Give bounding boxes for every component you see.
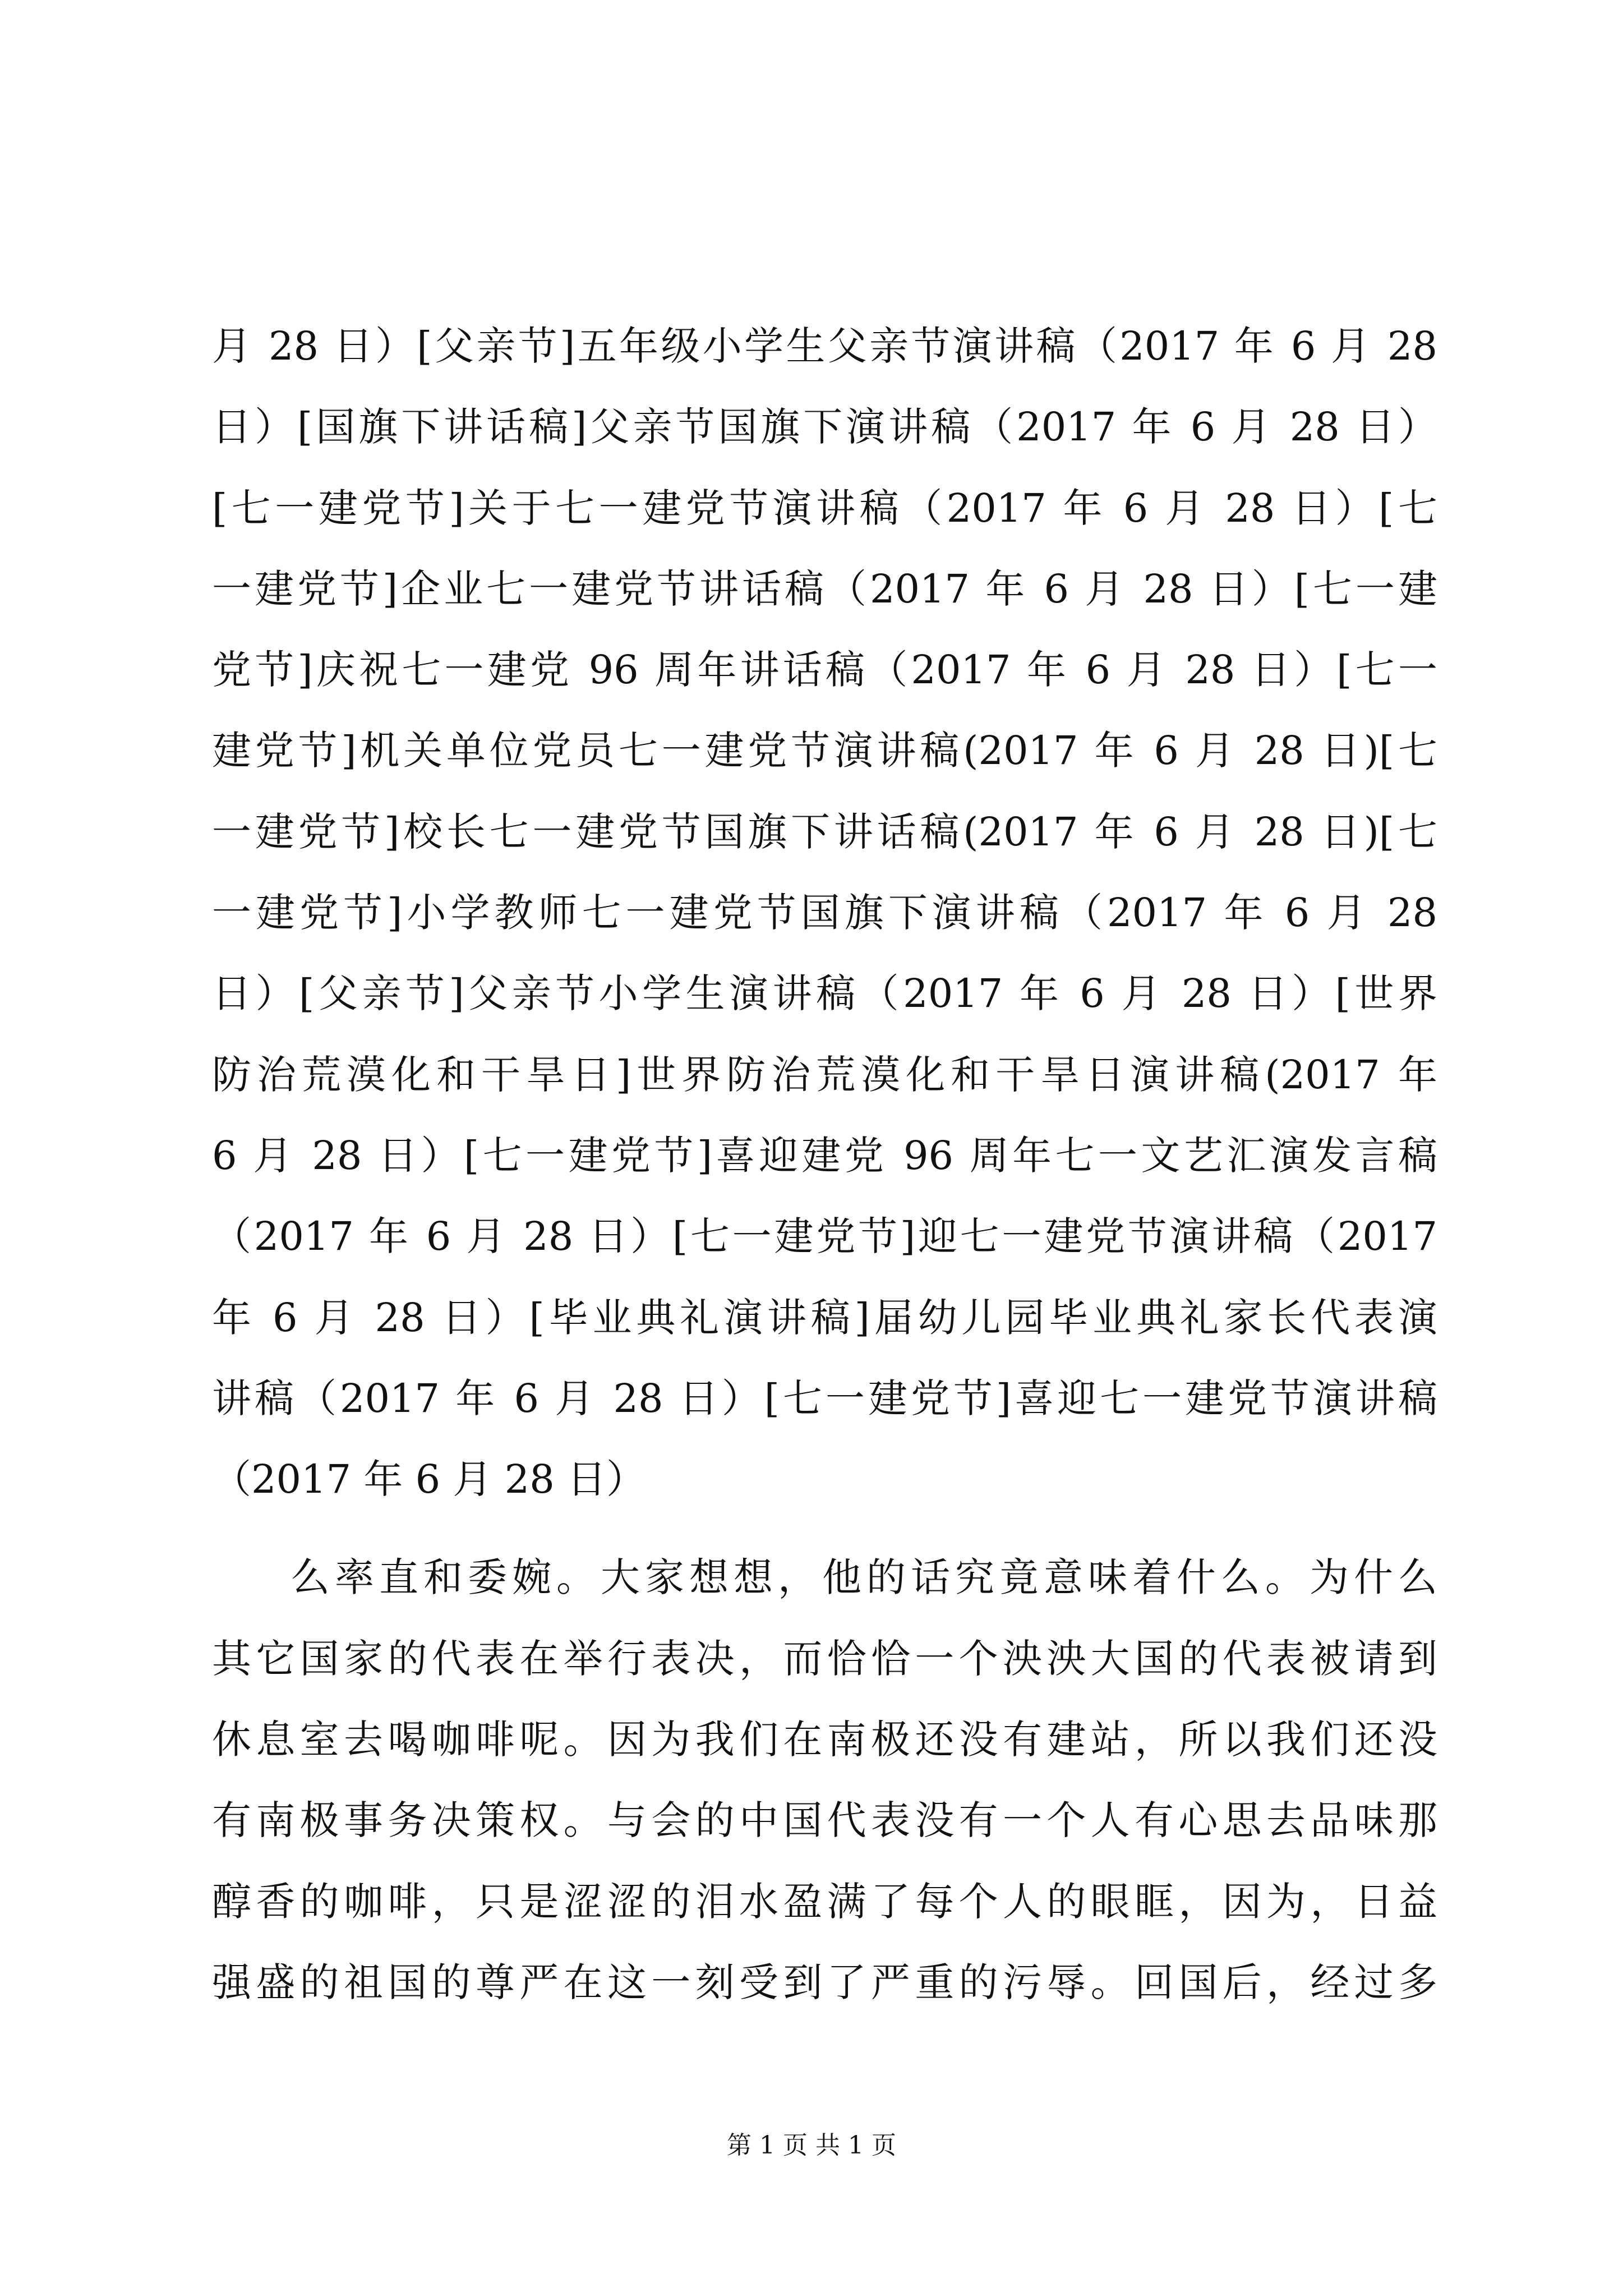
text-line: 日）[父亲节]父亲节小学生演讲稿（2017 年 6 月 28 日）[世界 [212, 970, 1437, 1017]
text-line: 有南极事务决策权。与会的中国代表没有一个人有心思去品味那 [212, 1797, 1437, 1844]
text-line: （2017 年 6 月 28 日）[七一建党节]迎七一建党节演讲稿（2017 [212, 1213, 1437, 1260]
text-line: （2017 年 6 月 28 日） [212, 1456, 646, 1503]
text-line: 休息室去喝咖啡呢。因为我们在南极还没有建站，所以我们还没 [212, 1717, 1437, 1763]
paragraph-spacer [212, 1520, 1437, 1537]
text-line: 醇香的咖啡，只是涩涩的泪水盈满了每个人的眼眶，因为，日益 [212, 1878, 1437, 1925]
text-line: 党节]庆祝七一建党 96 周年讲话稿（2017 年 6 月 28 日）[七一 [212, 647, 1437, 693]
paragraph-1 [212, 306, 1437, 1520]
page-footer: 第 1 页 共 1 页 [727, 2131, 896, 2160]
body-text [212, 306, 1437, 2023]
text-line: 日）[国旗下讲话稿]父亲节国旗下演讲稿（2017 年 6 月 28 日） [212, 404, 1437, 450]
text-line: 其它国家的代表在举行表决，而恰恰一个泱泱大国的代表被请到 [212, 1635, 1437, 1682]
text-line: 强盛的祖国的尊严在这一刻受到了严重的污辱。回国后，经过多 [212, 1959, 1437, 2005]
text-line: 建党节]机关单位党员七一建党节演讲稿(2017 年 6 月 28 日)[七 [212, 728, 1437, 774]
text-line: [七一建党节]关于七一建党节演讲稿（2017 年 6 月 28 日）[七 [212, 485, 1437, 531]
paragraph-2 [212, 1537, 1437, 2023]
text-line: 一建党节]校长七一建党节国旗下讲话稿(2017 年 6 月 28 日)[七 [212, 808, 1437, 855]
text-line: 一建党节]企业七一建党节讲话稿（2017 年 6 月 28 日）[七一建 [212, 565, 1437, 612]
text-line: 一建党节]小学教师七一建党节国旗下演讲稿（2017 年 6 月 28 [212, 890, 1437, 936]
text-line: 防治荒漠化和干旱日]世界防治荒漠化和干旱日演讲稿(2017 年 [212, 1051, 1437, 1098]
text-line: 月 28 日）[父亲节]五年级小学生父亲节演讲稿（2017 年 6 月 28 [212, 323, 1437, 369]
text-line: 讲稿（2017 年 6 月 28 日）[七一建党节]喜迎七一建党节演讲稿 [212, 1375, 1437, 1421]
text-line: 么率直和委婉。大家想想，他的话究竟意味着什么。为什么 [291, 1554, 1437, 1601]
text-line: 年 6 月 28 日）[毕业典礼演讲稿]届幼儿园毕业典礼家长代表演 [212, 1294, 1437, 1341]
text-line: 6 月 28 日）[七一建党节]喜迎建党 96 周年七一文艺汇演发言稿 [212, 1132, 1437, 1179]
